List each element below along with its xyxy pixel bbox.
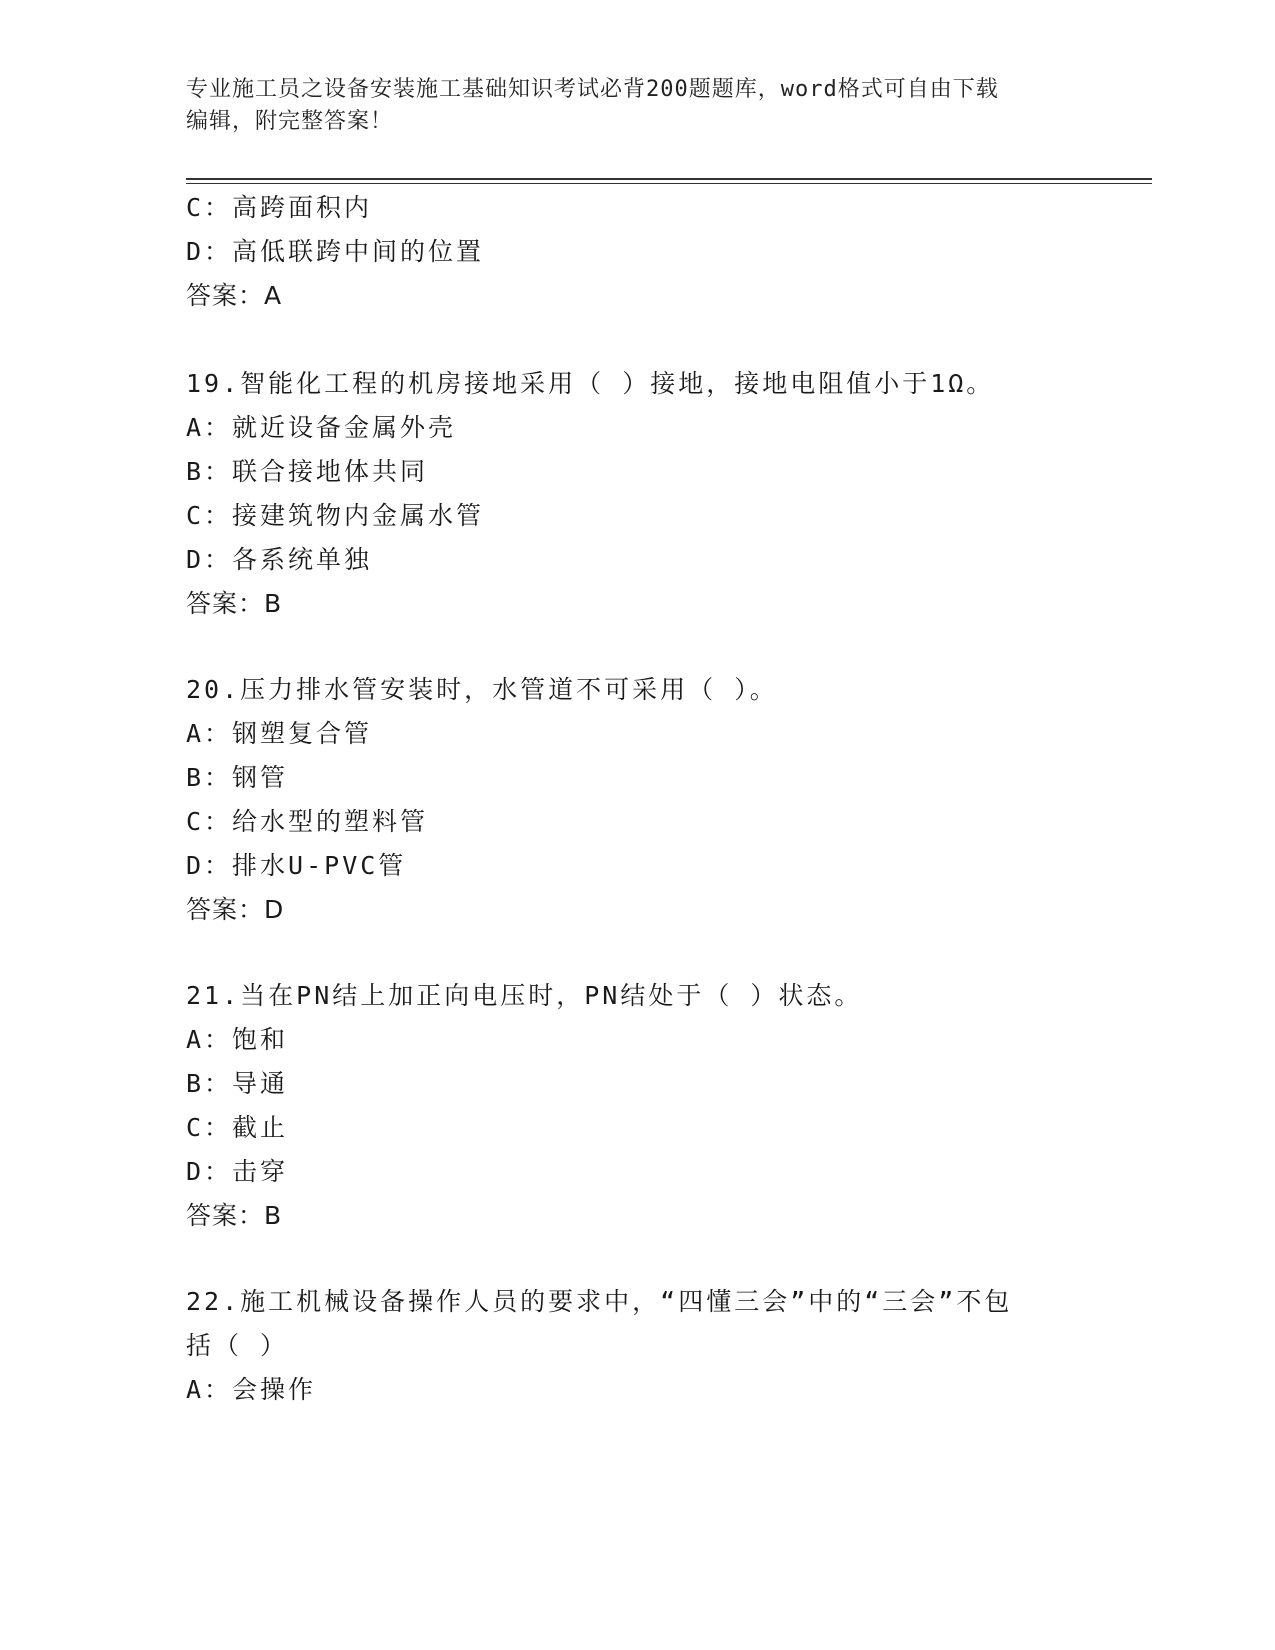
header-divider-thick: [186, 178, 1152, 180]
q19-option-b: B：联合接地体共同: [186, 457, 429, 486]
prev-answer: 答案：A: [186, 281, 283, 310]
q19-option-d: D：各系统单独: [186, 545, 373, 574]
q22-option-a: A：会操作: [186, 1375, 317, 1404]
q20-option-b: B：钢管: [186, 763, 289, 792]
q19-stem: 19.智能化工程的机房接地采用（ ）接地，接地电阻值小于1Ω。: [186, 369, 995, 398]
header-title-line-1: 专业施工员之设备安装施工基础知识考试必背200题题库，word格式可自由下载: [186, 77, 999, 102]
q20-option-a: A：钢塑复合管: [186, 719, 373, 748]
q19-option-a: A：就近设备金属外壳: [186, 413, 457, 442]
q20-option-d: D：排水U-PVC管: [186, 851, 407, 880]
q22-stem-line-1: 22.施工机械设备操作人员的要求中，“四懂三会”中的“三会”不包: [186, 1287, 1013, 1316]
q21-option-d: D：击穿: [186, 1157, 289, 1186]
header-title-line-2: 编辑，附完整答案！: [186, 109, 394, 134]
q20-option-c: C：给水型的塑料管: [186, 807, 429, 836]
q21-option-b: B：导通: [186, 1069, 289, 1098]
header-divider-thin: [186, 183, 1152, 184]
q21-option-c: C：截止: [186, 1113, 289, 1142]
q20-stem: 20.压力排水管安装时，水管道不可采用（ ）。: [186, 675, 778, 704]
prev-option-c: C：高跨面积内: [186, 193, 373, 222]
q20-answer: 答案：D: [186, 895, 285, 924]
q21-answer: 答案：B: [186, 1201, 283, 1230]
q19-answer: 答案：B: [186, 589, 283, 618]
q22-stem-line-2: 括（ ）: [186, 1331, 289, 1360]
q21-stem: 21.当在PN结上加正向电压时，PN结处于（ ）状态。: [186, 981, 863, 1010]
document-header: [186, 74, 1066, 138]
prev-option-d: D：高低联跨中间的位置: [186, 237, 485, 266]
q21-option-a: A：饱和: [186, 1025, 289, 1054]
q19-option-c: C：接建筑物内金属水管: [186, 501, 485, 530]
